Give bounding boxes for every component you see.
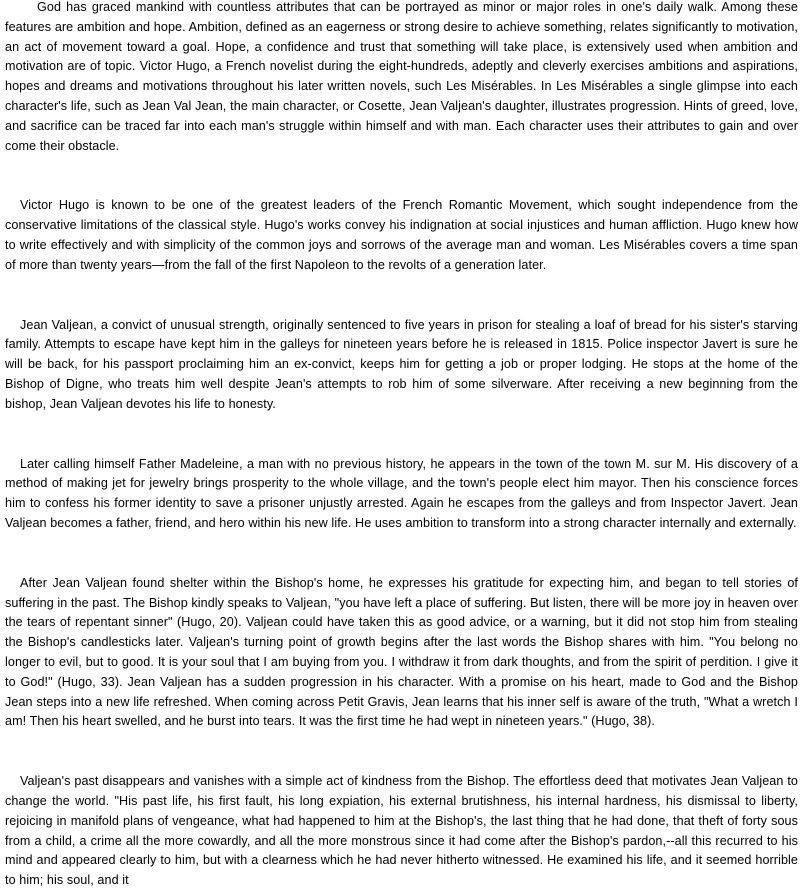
paragraph-6: Valjean's past disappears and vanishes with a simple act of kindness from the Bishop. The effortless deed that motivates Jean Valjean to change the world. "His past life, his first fault, his long expiation, his external brutishness, his internal hardness, his dismissal to liberty, rejoicing in manifold plans of vengeance, what had happened to him at the Bishop's, the last thing that he had done, that theft of forty sous from a child, a crime all the more cowardly, and all the more monstrous since it had come after the Bishop's pardon,--all this recurred to his mind and appeared clearly to him, but with a clearness which he had never hitherto witnessed. He examined his life, and it seemed horrible to him; his soul, and it <box>5 774 798 888</box>
paragraph-1: God has graced mankind with countless attributes that can be portrayed as minor or major roles in one's daily walk. Among these features are ambition and hope. Ambition, defined as an eagerness or strong desire to achieve something, relates significantly to motivation, an act of movement toward a goal. Hope, a confidence and trust that something will take place, is extensively used when ambition and motivation are of topic. Victor Hugo, a French novelist during the eight-hundreds, adeptly and cleverly exercises ambitions and aspirations, hopes and dreams and motivations throughout his later written novels, such Les Misérables. In Les Misérables a single glimpse into each character's life, such as Jean Val Jean, the main character, or Cosette, Jean Valjean's daughter, illustrates progression. Hints of greed, love, and sacrifice can be traced far into each man's struggle within himself and with man. Each character uses their attributes to gain and over come their obstacle. <box>5 0 798 153</box>
paragraph-5: After Jean Valjean found shelter within the Bishop's home, he expresses his gratitude for expecting him, and began to tell stories of suffering in the past. The Bishop kindly speaks to Valjean, "you have left a place of suffering. But listen, there will be more joy in heaven over the tears of repentant sinner" (Hugo, 20). Valjean could have taken this as good advice, or a warning, but it did not stop him from stealing the Bishop's candlesticks later. Valjean's turning point of growth begins after the last words the Bishop shares with him. "You belong no longer to evil, but to good. It is your soul that I am buying from you. I withdraw it from dark thoughts, and from the spirit of perdition. I give it to God!" (Hugo, 33). Jean Valjean has a sudden progression in his character. With a promise on his heart, made to God and the Bishop Jean steps into a new life refreshed. When coming across Petit Gravis, Jean learns that his inner self is aware of the truth, "What a wretch I am! Then his heart swelled, and he burst into tears. It was the first time he had wept in nineteen years." (Hugo, 38). <box>5 575 798 729</box>
paragraph-2: Victor Hugo is known to be one of the greatest leaders of the French Romantic Movement, which sought independence from the conservative limitations of the classical style. Hugo's works convey his indignation at social injustices and human affliction. Hugo knew how to write effectively and with simplicity of the common joys and sorrows of the average man and woman. Les Misérables covers a time span of more than twenty years—from the fall of the first Napoleon to the revolts of a generation later. <box>5 198 798 272</box>
paragraph-4: Later calling himself Father Madeleine, a man with no previous history, he appears in the town of the town M. sur M. His discovery of a method of making jet for jewelry brings prosperity to the whole village, and the town's people elect him mayor. Then his conscience forces him to confess his former identity to save a prisoner unjustly arrested. Again he escapes from the galleys and from Inspector Javert. Jean Valjean becomes a father, friend, and hero within his new life. He uses ambition to transform into a strong character internally and externally. <box>5 456 798 530</box>
paragraph-3: Jean Valjean, a convict of unusual strength, originally sentenced to five years in prison for stealing a loaf of bread for his sister's starving family. Attempts to escape have kept him in the galleys for nineteen years before he is released in 1815. Police inspector Javert is sure he will be back, for his passport proclaiming him an ex-convict, keeps him for getting a job or proper lodging. He stops at the home of the Bishop of Digne, who treats him well despite Jean's attempts to rob him of some silverware. After receiving a new beginning from the bishop, Jean Valjean devotes his life to honesty. <box>5 317 798 411</box>
